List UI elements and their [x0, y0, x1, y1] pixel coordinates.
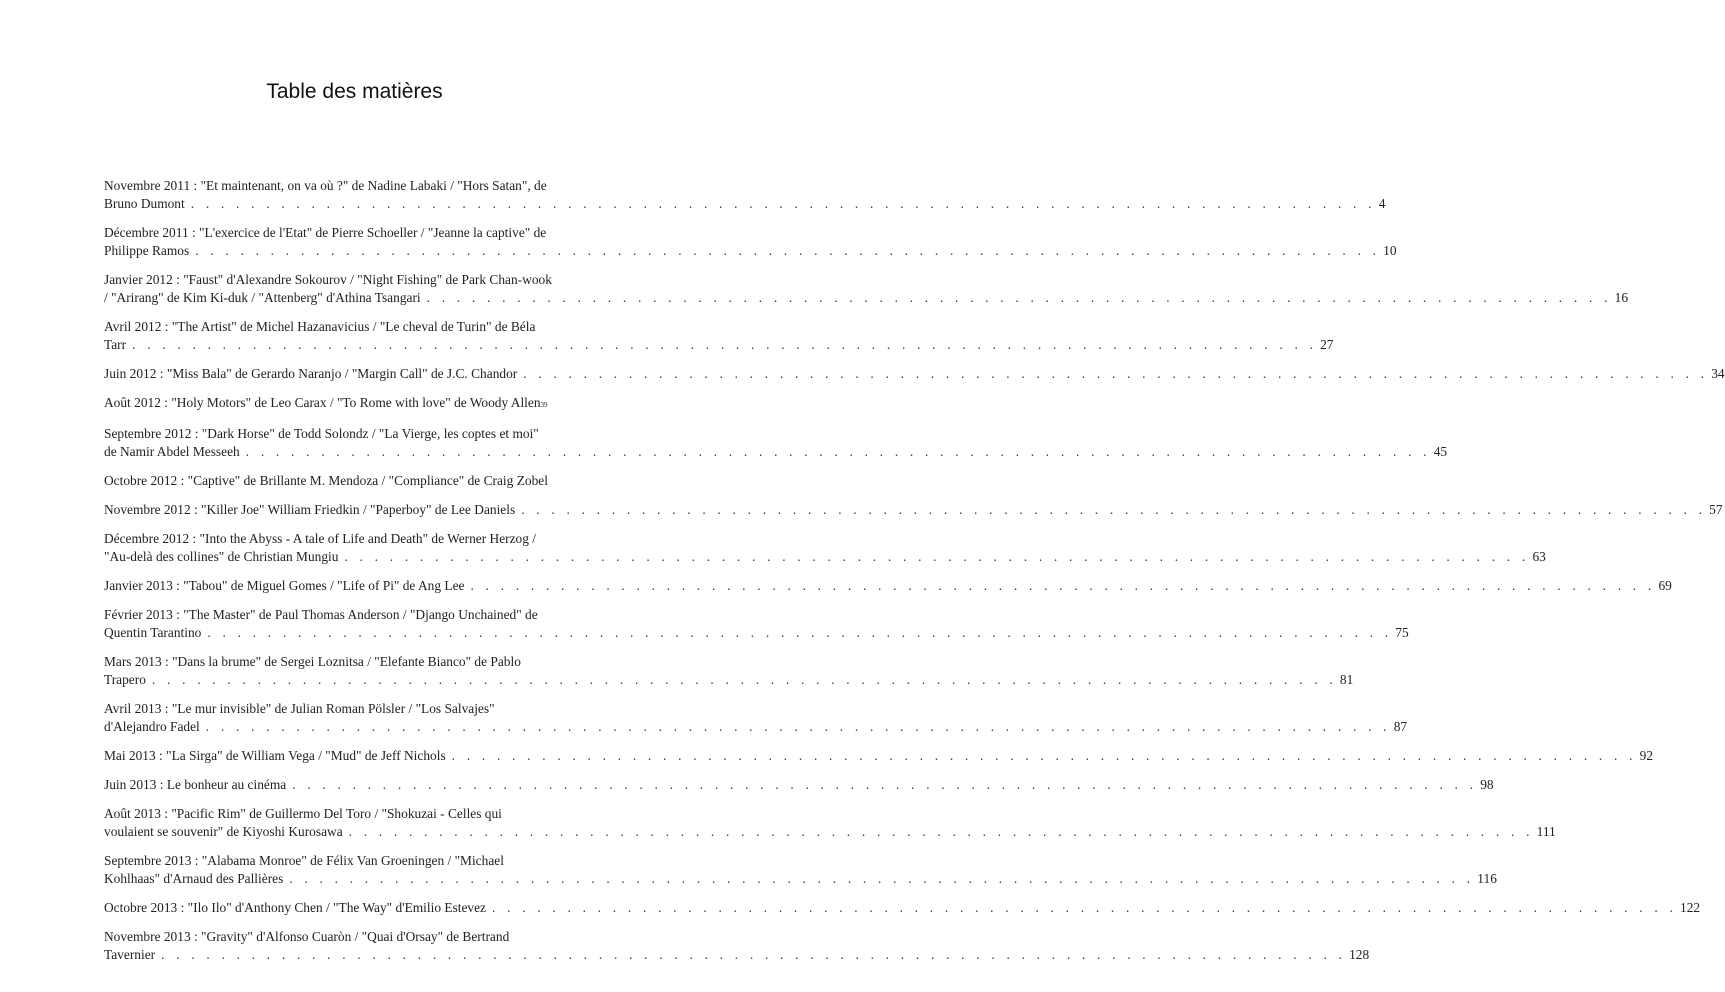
dot-leader [132, 336, 1317, 354]
dot-leader [292, 776, 1477, 794]
toc-entry-line: / "Arirang" de Kim Ki-duk / "Attenberg" d'Athina Tsangari [104, 290, 421, 305]
toc-entry[interactable] [104, 365, 1725, 383]
toc-page-number: 69 [1658, 578, 1672, 593]
dot-leader [246, 443, 1431, 461]
toc-page-number: 4 [1378, 196, 1386, 211]
dot-leader [207, 624, 1392, 642]
toc-page-number: 87 [1393, 719, 1408, 734]
dot-leader [344, 548, 1529, 566]
toc-entry[interactable] [104, 472, 604, 490]
toc-page-number: 10 [1383, 243, 1397, 258]
toc-entry[interactable] [104, 700, 1408, 736]
toc-page-number: 116 [1477, 871, 1497, 886]
toc-entry-line: Mai 2013 : "La Sirga" de William Vega / "Mud" de Jeff Nichols [104, 748, 446, 763]
toc-entry-line: Avril 2013 : "Le mur invisible" de Julian Roman Pölsler / "Los Salvajes" [104, 701, 495, 716]
dot-leader [427, 289, 1612, 307]
toc-page-number: 128 [1349, 947, 1370, 962]
toc-entry-line: Décembre 2011 : "L'exercice de l'Etat" de Pierre Schoeller / "Jeanne la captive" de [104, 225, 547, 240]
dot-leader [195, 242, 1380, 260]
toc-entry-line: Novembre 2011 : "Et maintenant, on va où ?" de Nadine Labaki / "Hors Satan", de [104, 178, 547, 193]
page-title: Table des matières [266, 80, 443, 103]
toc-entry-line: Septembre 2012 : "Dark Horse" de Todd Solondz / "La Vierge, les coptes et moi" [104, 426, 539, 441]
toc-entry-line: voulaient se souvenir" de Kiyoshi Kurosawa [104, 824, 343, 839]
toc-page-number: 45 [1433, 444, 1448, 459]
toc-entry-line: Tavernier [104, 947, 156, 962]
toc-entry[interactable] [104, 653, 1354, 689]
toc-page-number: 57 [1709, 502, 1723, 517]
toc-entry-line: d'Alejandro Fadel [104, 719, 200, 734]
toc-entry[interactable] [104, 747, 1654, 765]
toc-entry[interactable] [104, 501, 1723, 519]
toc-entry-line: Août 2012 : "Holy Motors" de Leo Carax / "To Rome with love" de Woody Allen [104, 395, 541, 410]
dot-leader [470, 577, 1655, 595]
toc-entry[interactable] [104, 852, 1497, 888]
toc-entry-line: Tarr [104, 337, 127, 352]
toc-page-number: 98 [1480, 777, 1494, 792]
toc-entry[interactable] [104, 805, 1556, 841]
toc-entry[interactable] [104, 577, 1672, 595]
toc-entry-line: Philippe Ramos [104, 243, 190, 258]
toc-entry-line: Kohlhaas" d'Arnaud des Pallières [104, 871, 284, 886]
toc-entry[interactable] [104, 928, 1370, 964]
dot-leader [206, 718, 1391, 736]
toc-page-number: 122 [1680, 900, 1701, 915]
toc-page-number: 63 [1532, 549, 1546, 564]
toc-entry[interactable] [104, 224, 1397, 260]
toc-entry-line: Février 2013 : "The Master" de Paul Thomas Anderson / "Django Unchained" de [104, 607, 538, 622]
toc-page-number: 27 [1320, 337, 1334, 352]
table-of-contents [104, 177, 1725, 975]
toc-entry-line: Octobre 2012 : "Captive" de Brillante M. Mendoza / "Compliance" de Craig Zobel [104, 473, 548, 488]
toc-entry-line: Janvier 2013 : "Tabou" de Miguel Gomes / "Life of Pi" de Ang Lee [104, 578, 465, 593]
dot-leader [289, 870, 1474, 888]
toc-entry[interactable] [104, 425, 1448, 461]
toc-page-number: 92 [1639, 748, 1654, 763]
toc-entry-line: de Namir Abdel Messeeh [104, 444, 240, 459]
dot-leader [521, 501, 1706, 519]
dot-leader [452, 747, 1637, 765]
dot-leader [152, 671, 1337, 689]
toc-page-number: 34 [1711, 366, 1725, 381]
dot-leader [523, 365, 1708, 383]
toc-entry-line: Quentin Tarantino [104, 625, 202, 640]
toc-entry-line: Octobre 2013 : "Ilo Ilo" d'Anthony Chen / "The Way" d'Emilio Estevez [104, 900, 487, 915]
toc-entry[interactable] [104, 606, 1409, 642]
toc-entry-line: Août 2013 : "Pacific Rim" de Guillermo Del Toro / "Shokuzai - Celles qui [104, 806, 502, 821]
toc-entry[interactable] [104, 394, 604, 414]
toc-page-number: 111 [1536, 824, 1556, 839]
toc-entry-line: Janvier 2012 : "Faust" d'Alexandre Sokourov / "Night Fishing" de Park Chan-wook [104, 272, 552, 287]
toc-entry[interactable] [104, 177, 1386, 213]
toc-entry[interactable] [104, 899, 1701, 917]
toc-entry-line: Septembre 2013 : "Alabama Monroe" de Félix Van Groeningen / "Michael [104, 853, 504, 868]
toc-entry-line: Décembre 2012 : "Into the Abyss - A tale of Life and Death" de Werner Herzog / [104, 531, 537, 546]
toc-entry-line: Avril 2012 : "The Artist" de Michel Hazanavicius / "Le cheval de Turin" de Béla [104, 319, 536, 334]
toc-page-number: 16 [1614, 290, 1629, 305]
toc-page-number: 81 [1339, 672, 1354, 687]
toc-entry-line: Novembre 2012 : "Killer Joe" William Friedkin / "Paperboy" de Lee Daniels [104, 502, 516, 517]
toc-entry[interactable] [104, 776, 1494, 794]
dot-leader [349, 823, 1534, 841]
dot-leader [492, 899, 1677, 917]
toc-page-number: 39 [540, 401, 548, 409]
toc-page-number: 75 [1395, 625, 1409, 640]
toc-entry-line: Mars 2013 : "Dans la brume" de Sergei Loznitsa / "Elefante Bianco" de Pablo [104, 654, 521, 669]
toc-entry-line: Bruno Dumont [104, 196, 185, 211]
toc-entry[interactable] [104, 271, 1629, 307]
toc-entry[interactable] [104, 318, 1334, 354]
dot-leader [191, 195, 1376, 213]
toc-entry-line: Trapero [104, 672, 146, 687]
toc-entry-line: Juin 2013 : Le bonheur au cinéma [104, 777, 287, 792]
toc-entry-line: Juin 2012 : "Miss Bala" de Gerardo Naranjo / "Margin Call" de J.C. Chandor [104, 366, 518, 381]
dot-leader [161, 946, 1346, 964]
toc-entry-line: Novembre 2013 : "Gravity" d'Alfonso Cuaròn / "Quai d'Orsay" de Bertrand [104, 929, 510, 944]
toc-entry[interactable] [104, 530, 1546, 566]
toc-entry-line: "Au-delà des collines" de Christian Mungiu [104, 549, 339, 564]
